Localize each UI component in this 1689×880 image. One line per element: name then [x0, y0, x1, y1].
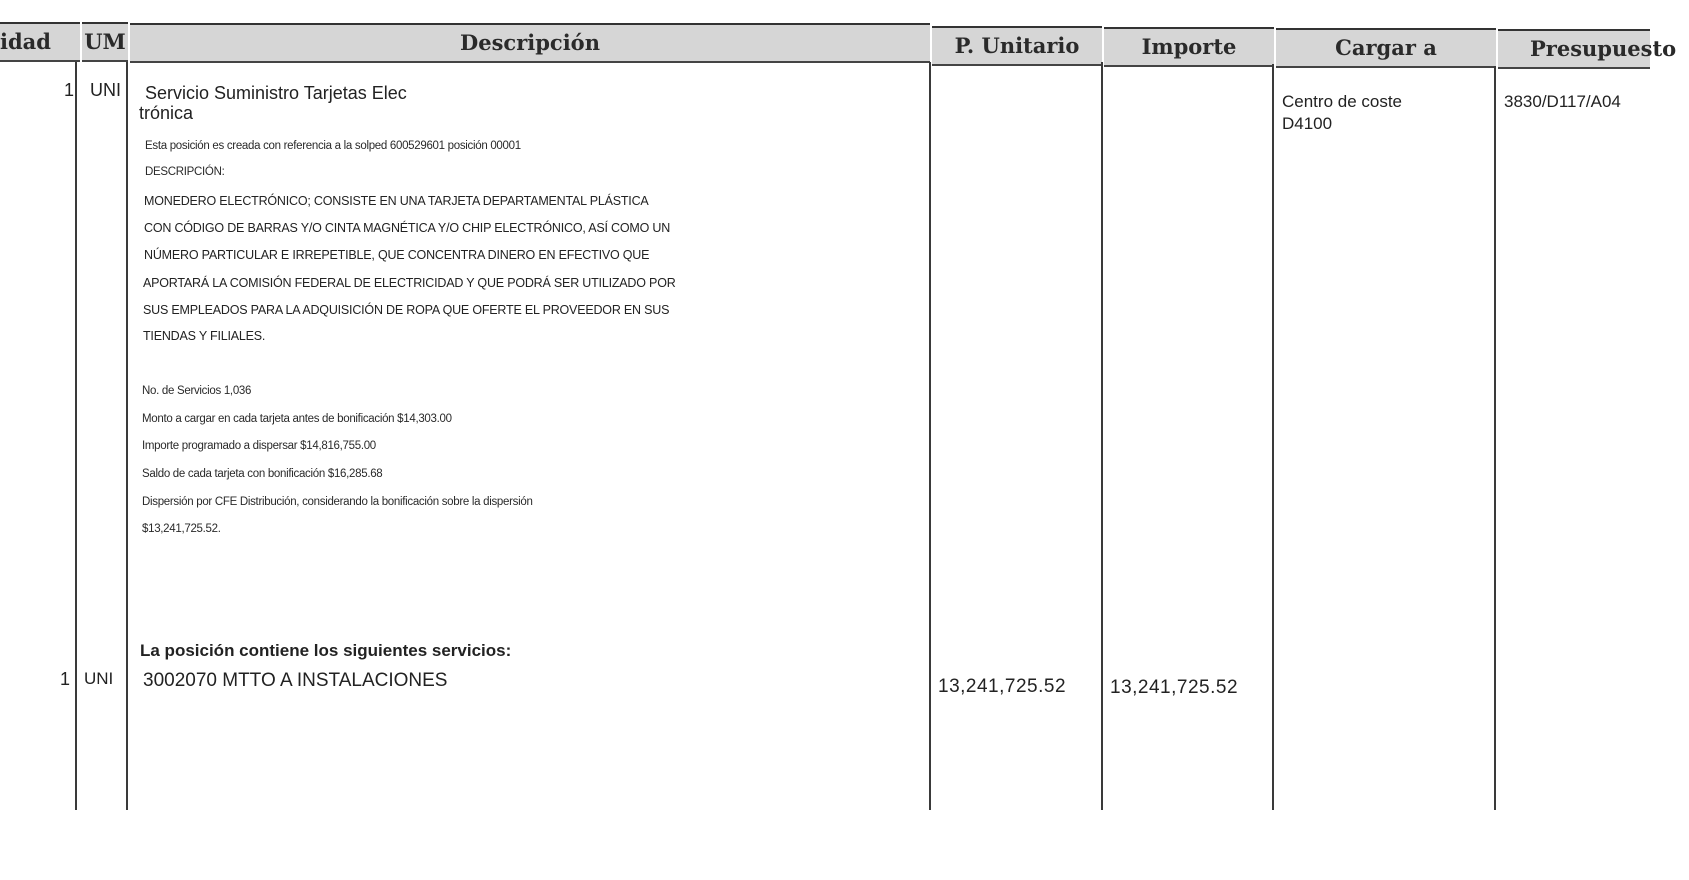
item2-importe: 13,241,725.52: [1110, 677, 1239, 698]
item1-cantidad: 1: [64, 80, 75, 100]
item1-title-line1: Servicio Suministro Tarjetas Elec: [145, 83, 407, 103]
header-cantidad: idad: [0, 22, 80, 62]
item2-descripcion: 3002070 MTTO A INSTALACIONES: [143, 670, 448, 691]
item1-cargar-a-line2: D4100: [1282, 114, 1333, 133]
header-p-unitario: P. Unitario: [932, 26, 1102, 66]
column-divider: [929, 62, 931, 810]
services-heading: La posición contiene los siguientes servicios:: [140, 641, 512, 660]
item1-detail-line: Dispersión por CFE Distribución, considerando la bonificación sobre la dispersión: [142, 496, 533, 508]
item1-desc-line: NÚMERO PARTICULAR E IRREPETIBLE, QUE CONCENTRA DINERO EN EFECTIVO QUE: [144, 248, 650, 262]
item1-detail-line: No. de Servicios 1,036: [142, 385, 252, 397]
item1-desc-line: MONEDERO ELECTRÓNICO; CONSISTE EN UNA TARJETA DEPARTAMENTAL PLÁSTICA: [144, 194, 649, 208]
item2-cantidad: 1: [60, 669, 71, 689]
item2-um: UNI: [84, 669, 114, 688]
item1-detail-line: $13,241,725.52.: [142, 523, 221, 535]
item1-detail-line: Monto a cargar en cada tarjeta antes de bonificación $14,303.00: [142, 413, 452, 425]
item1-desc-line: TIENDAS Y FILIALES.: [143, 329, 266, 343]
column-divider: [1494, 66, 1496, 810]
item1-um: UNI: [90, 80, 121, 100]
item1-desc-line: SUS EMPLEADOS PARA LA ADQUISICIÓN DE ROPA QUE OFERTE EL PROVEEDOR EN SUS: [143, 303, 670, 317]
item2-p-unitario: 13,241,725.52: [938, 676, 1067, 697]
item1-cargar-a-line1: Centro de coste: [1282, 92, 1403, 111]
header-cargar-a: Cargar a: [1276, 28, 1496, 68]
item1-reference-note: Esta posición es creada con referencia a la solped 600529601 posición 00001: [145, 140, 521, 152]
item1-title-line2: trónica: [139, 103, 194, 123]
item1-desc-line: APORTARÁ LA COMISIÓN FEDERAL DE ELECTRICIDAD Y QUE PODRÁ SER UTILIZADO POR: [143, 276, 676, 290]
header-presupuesto: Presupuesto: [1498, 29, 1650, 69]
header-descripcion: Descripción: [130, 23, 930, 63]
column-divider: [1272, 64, 1274, 810]
item1-detail-line: Importe programado a dispersar $14,816,755.00: [142, 440, 376, 452]
item1-description-heading: DESCRIPCIÓN:: [145, 166, 225, 178]
table-header: [0, 22, 1677, 62]
header-importe: Importe: [1104, 27, 1274, 67]
column-divider: [1101, 62, 1103, 810]
column-divider: [75, 62, 77, 810]
item1-detail-line: Saldo de cada tarjeta con bonificación $16,285.68: [142, 468, 383, 480]
header-um: UM: [82, 22, 128, 62]
item1-presupuesto: 3830/D117/A04: [1504, 92, 1621, 111]
item1-desc-line: CON CÓDIGO DE BARRAS Y/O CINTA MAGNÉTICA Y/O CHIP ELECTRÓNICO, ASÍ COMO UN: [144, 221, 671, 235]
column-divider: [126, 62, 128, 810]
